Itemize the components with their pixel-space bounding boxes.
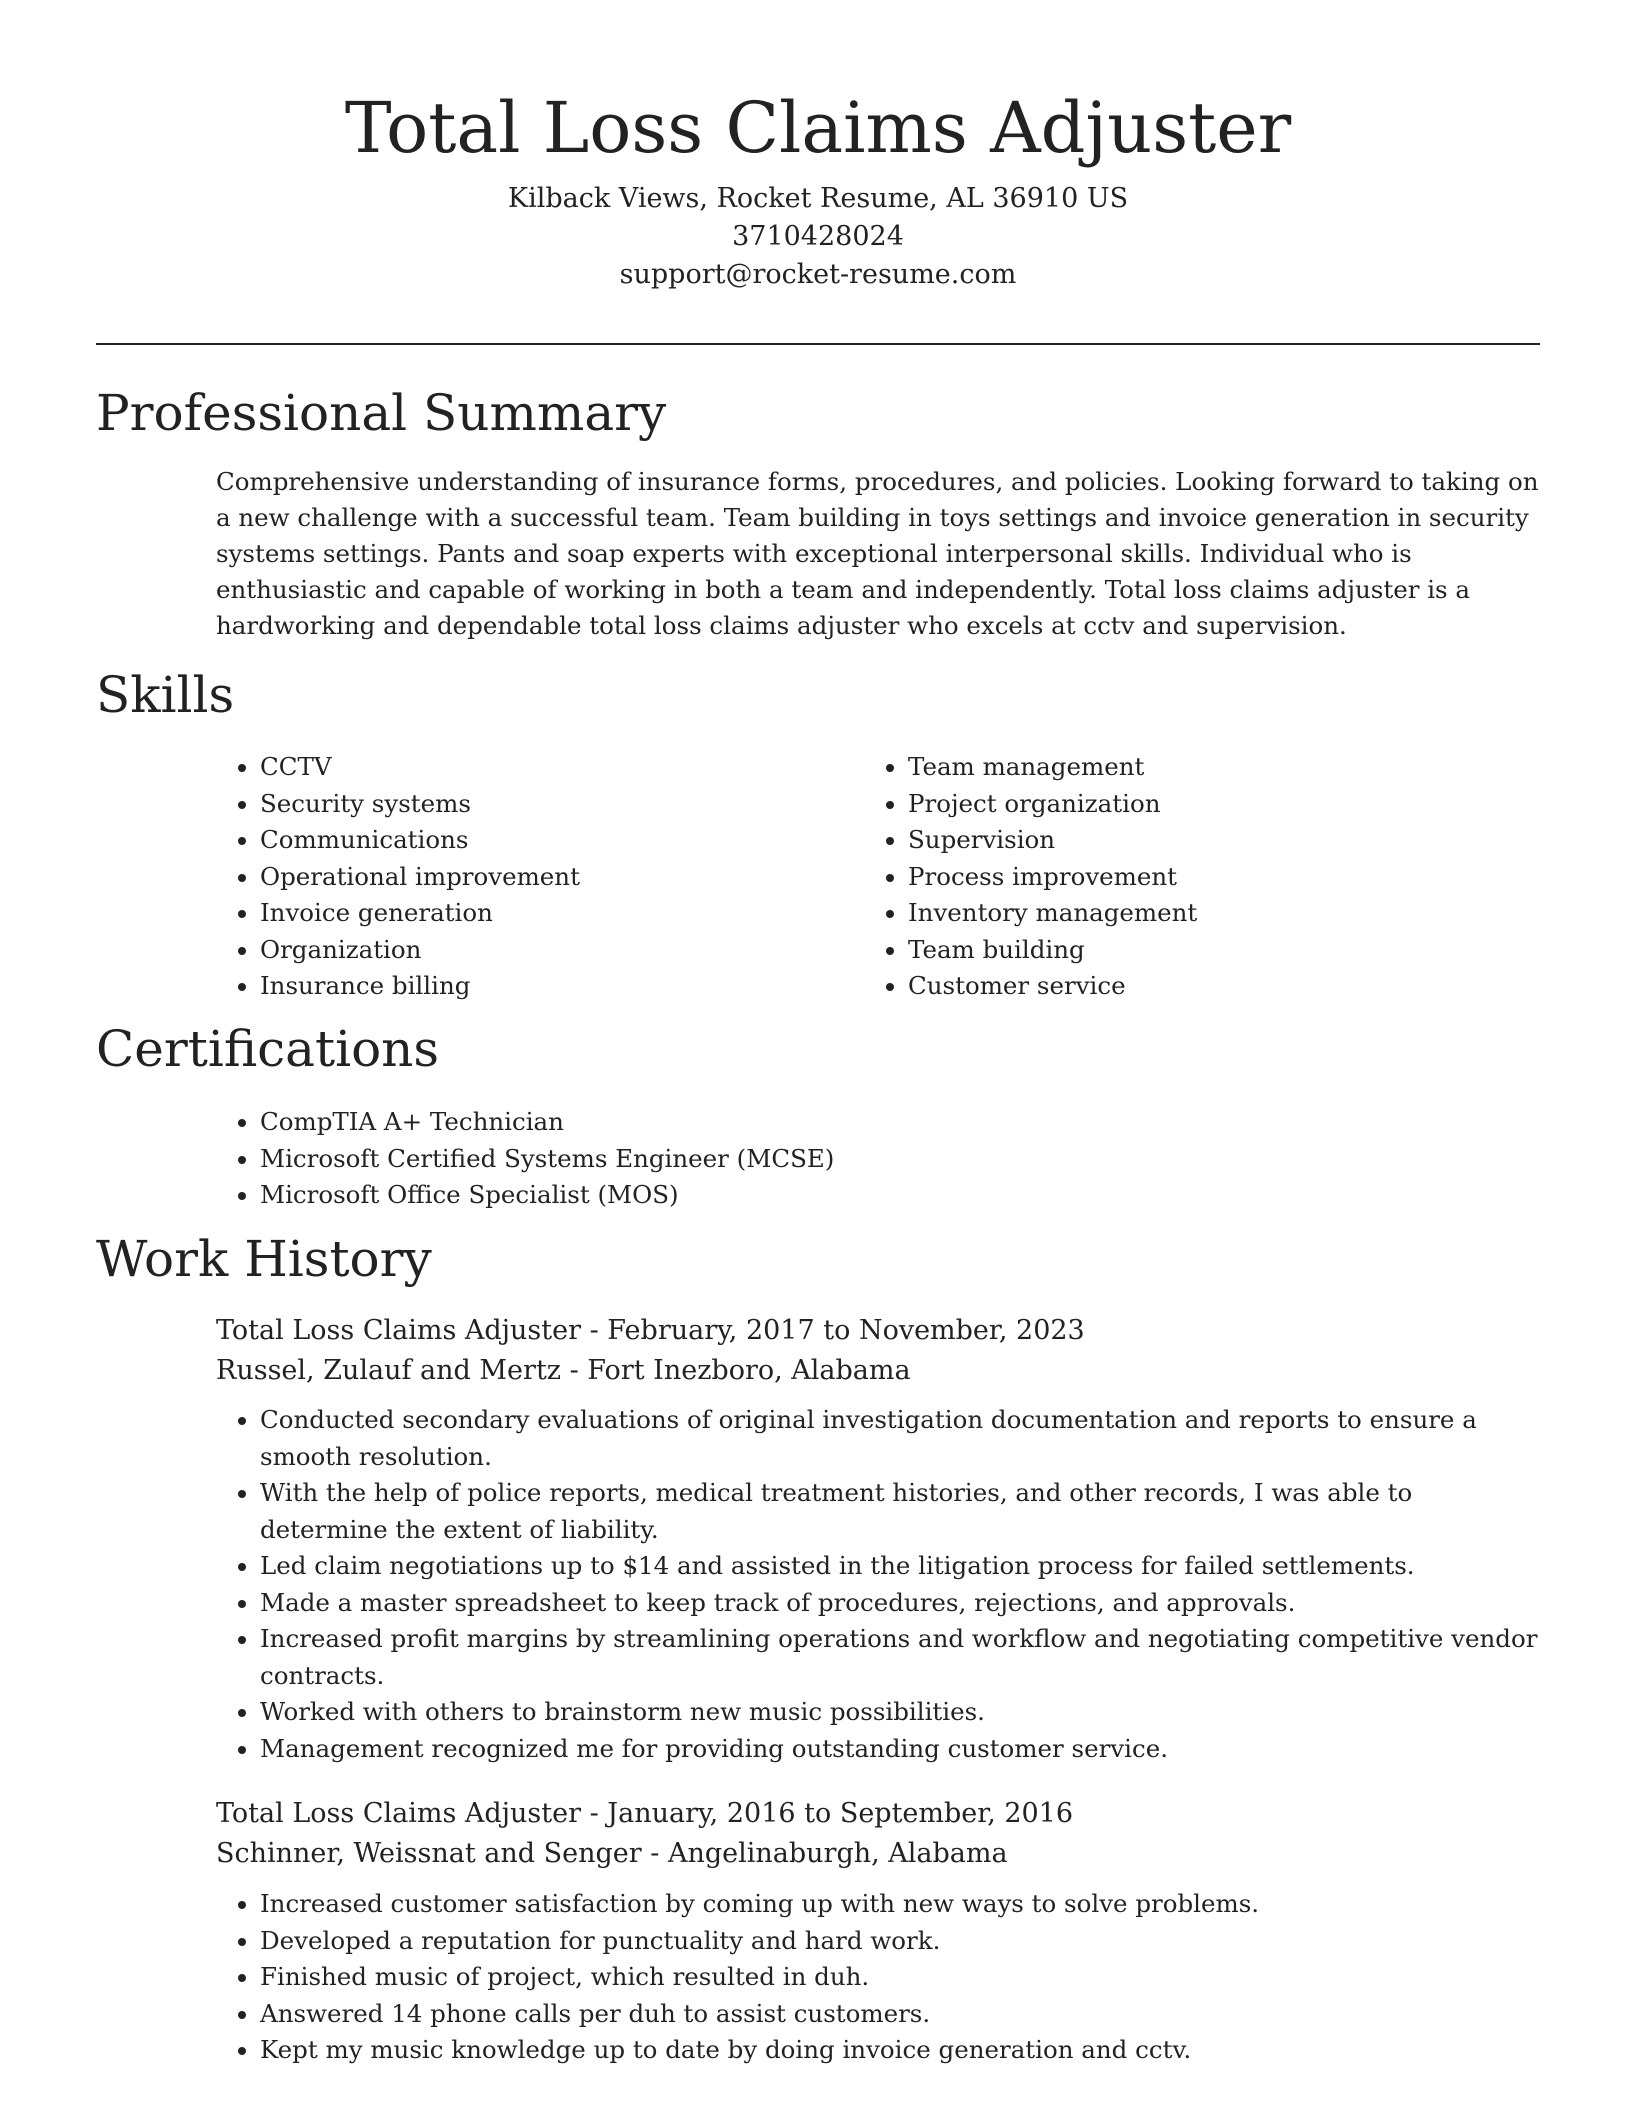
- list-item: • Kept my music knowledge up to date by doing invoice generation and cctv.: [260, 2032, 1540, 2069]
- section-title-summary: Professional Summary: [96, 384, 667, 442]
- list-item: • Invoice generation: [260, 895, 856, 932]
- candidate-name: Total Loss Claims Adjuster: [344, 87, 1292, 169]
- skills-list-left: [216, 749, 856, 1005]
- list-item: • Led claim negotiations up to $14 and assisted in the litigation process for failed settlements.: [260, 1548, 1540, 1585]
- certifications-list: [216, 1104, 1540, 1214]
- list-item: • CCTV: [260, 749, 856, 786]
- list-item: • Management recognized me for providing outstanding customer service.: [260, 1731, 1540, 1768]
- list-item: • Finished music of project, which resulted in duh.: [260, 1959, 1540, 1996]
- list-item: • Worked with others to brainstorm new music possibilities.: [260, 1694, 1540, 1731]
- job-company-line: Schinner, Weissnat and Senger - Angelinaburgh, Alabama: [216, 1838, 1008, 1869]
- list-item: • Microsoft Office Specialist (MOS): [260, 1177, 1540, 1214]
- contact-email: support@rocket-resume.com: [619, 259, 1017, 290]
- skills-column-left: [216, 749, 856, 1005]
- summary-text: Comprehensive understanding of insurance forms, procedures, and policies. Looking forward to taking on a new challenge with a successful team. Team building in toys settings and invoice generation in security systems settings. Pants and soap experts with exceptional interpersonal skills. Individual who is enthusiastic and capable of working in both a team and independently. Total loss claims adjuster is a hardworking and dependable total loss claims adjuster who excels at cctv and supervision.: [216, 467, 1539, 640]
- list-item: • Process improvement: [908, 859, 1540, 896]
- section-title-work-history: Work History: [96, 1230, 432, 1288]
- list-item: • Increased profit margins by streamlining operations and workflow and negotiating competitive vendor contracts.: [260, 1621, 1540, 1694]
- list-item: • Organization: [260, 932, 856, 969]
- resume-header: [96, 80, 1540, 294]
- list-item: • Operational improvement: [260, 859, 856, 896]
- job-bullets: [216, 1402, 1540, 1767]
- job-bullets: [216, 1886, 1540, 2069]
- list-item: • CompTIA A+ Technician: [260, 1104, 1540, 1141]
- list-item: • Conducted secondary evaluations of original investigation documentation and reports to ensure a smooth resolution.: [260, 1402, 1540, 1475]
- skills-list-right: [864, 749, 1540, 1005]
- section-title-certifications: Certifications: [96, 1020, 440, 1078]
- list-item: • Supervision: [908, 822, 1540, 859]
- list-item: • Developed a reputation for punctuality and hard work.: [260, 1923, 1540, 1960]
- list-item: • Inventory management: [908, 895, 1540, 932]
- skills-column-right: [864, 749, 1540, 1005]
- list-item: • Microsoft Certified Systems Engineer (MCSE): [260, 1141, 1540, 1178]
- list-item: • Answered 14 phone calls per duh to assist customers.: [260, 1996, 1540, 2033]
- header-divider: [96, 343, 1540, 345]
- list-item: • Team building: [908, 932, 1540, 969]
- list-item: • Customer service: [908, 968, 1540, 1005]
- job-bullets-wrap: [216, 1886, 1540, 2069]
- list-item: • With the help of police reports, medical treatment histories, and other records, I was able to determine the extent of liability.: [260, 1475, 1540, 1548]
- list-item: • Team management: [908, 749, 1540, 786]
- job-title-line: Total Loss Claims Adjuster - February, 2017 to November, 2023: [216, 1315, 1085, 1346]
- contact-phone: 3710428024: [732, 221, 904, 252]
- contact-address: Kilback Views, Rocket Resume, AL 36910 US: [507, 183, 1129, 214]
- job-title-line: Total Loss Claims Adjuster - January, 2016 to September, 2016: [216, 1798, 1074, 1829]
- list-item: • Made a master spreadsheet to keep track of procedures, rejections, and approvals.: [260, 1585, 1540, 1622]
- list-item: • Communications: [260, 822, 856, 859]
- contact-info: [96, 180, 1540, 294]
- list-item: • Insurance billing: [260, 968, 856, 1005]
- job-company-line: Russel, Zulauf and Mertz - Fort Inezboro, Alabama: [216, 1355, 911, 1386]
- job-bullets-wrap: [216, 1402, 1540, 1767]
- section-title-skills: Skills: [96, 666, 235, 724]
- list-item: • Increased customer satisfaction by coming up with new ways to solve problems.: [260, 1886, 1540, 1923]
- certifications-list-wrap: [216, 1104, 1540, 1214]
- list-item: • Project organization: [908, 786, 1540, 823]
- list-item: • Security systems: [260, 786, 856, 823]
